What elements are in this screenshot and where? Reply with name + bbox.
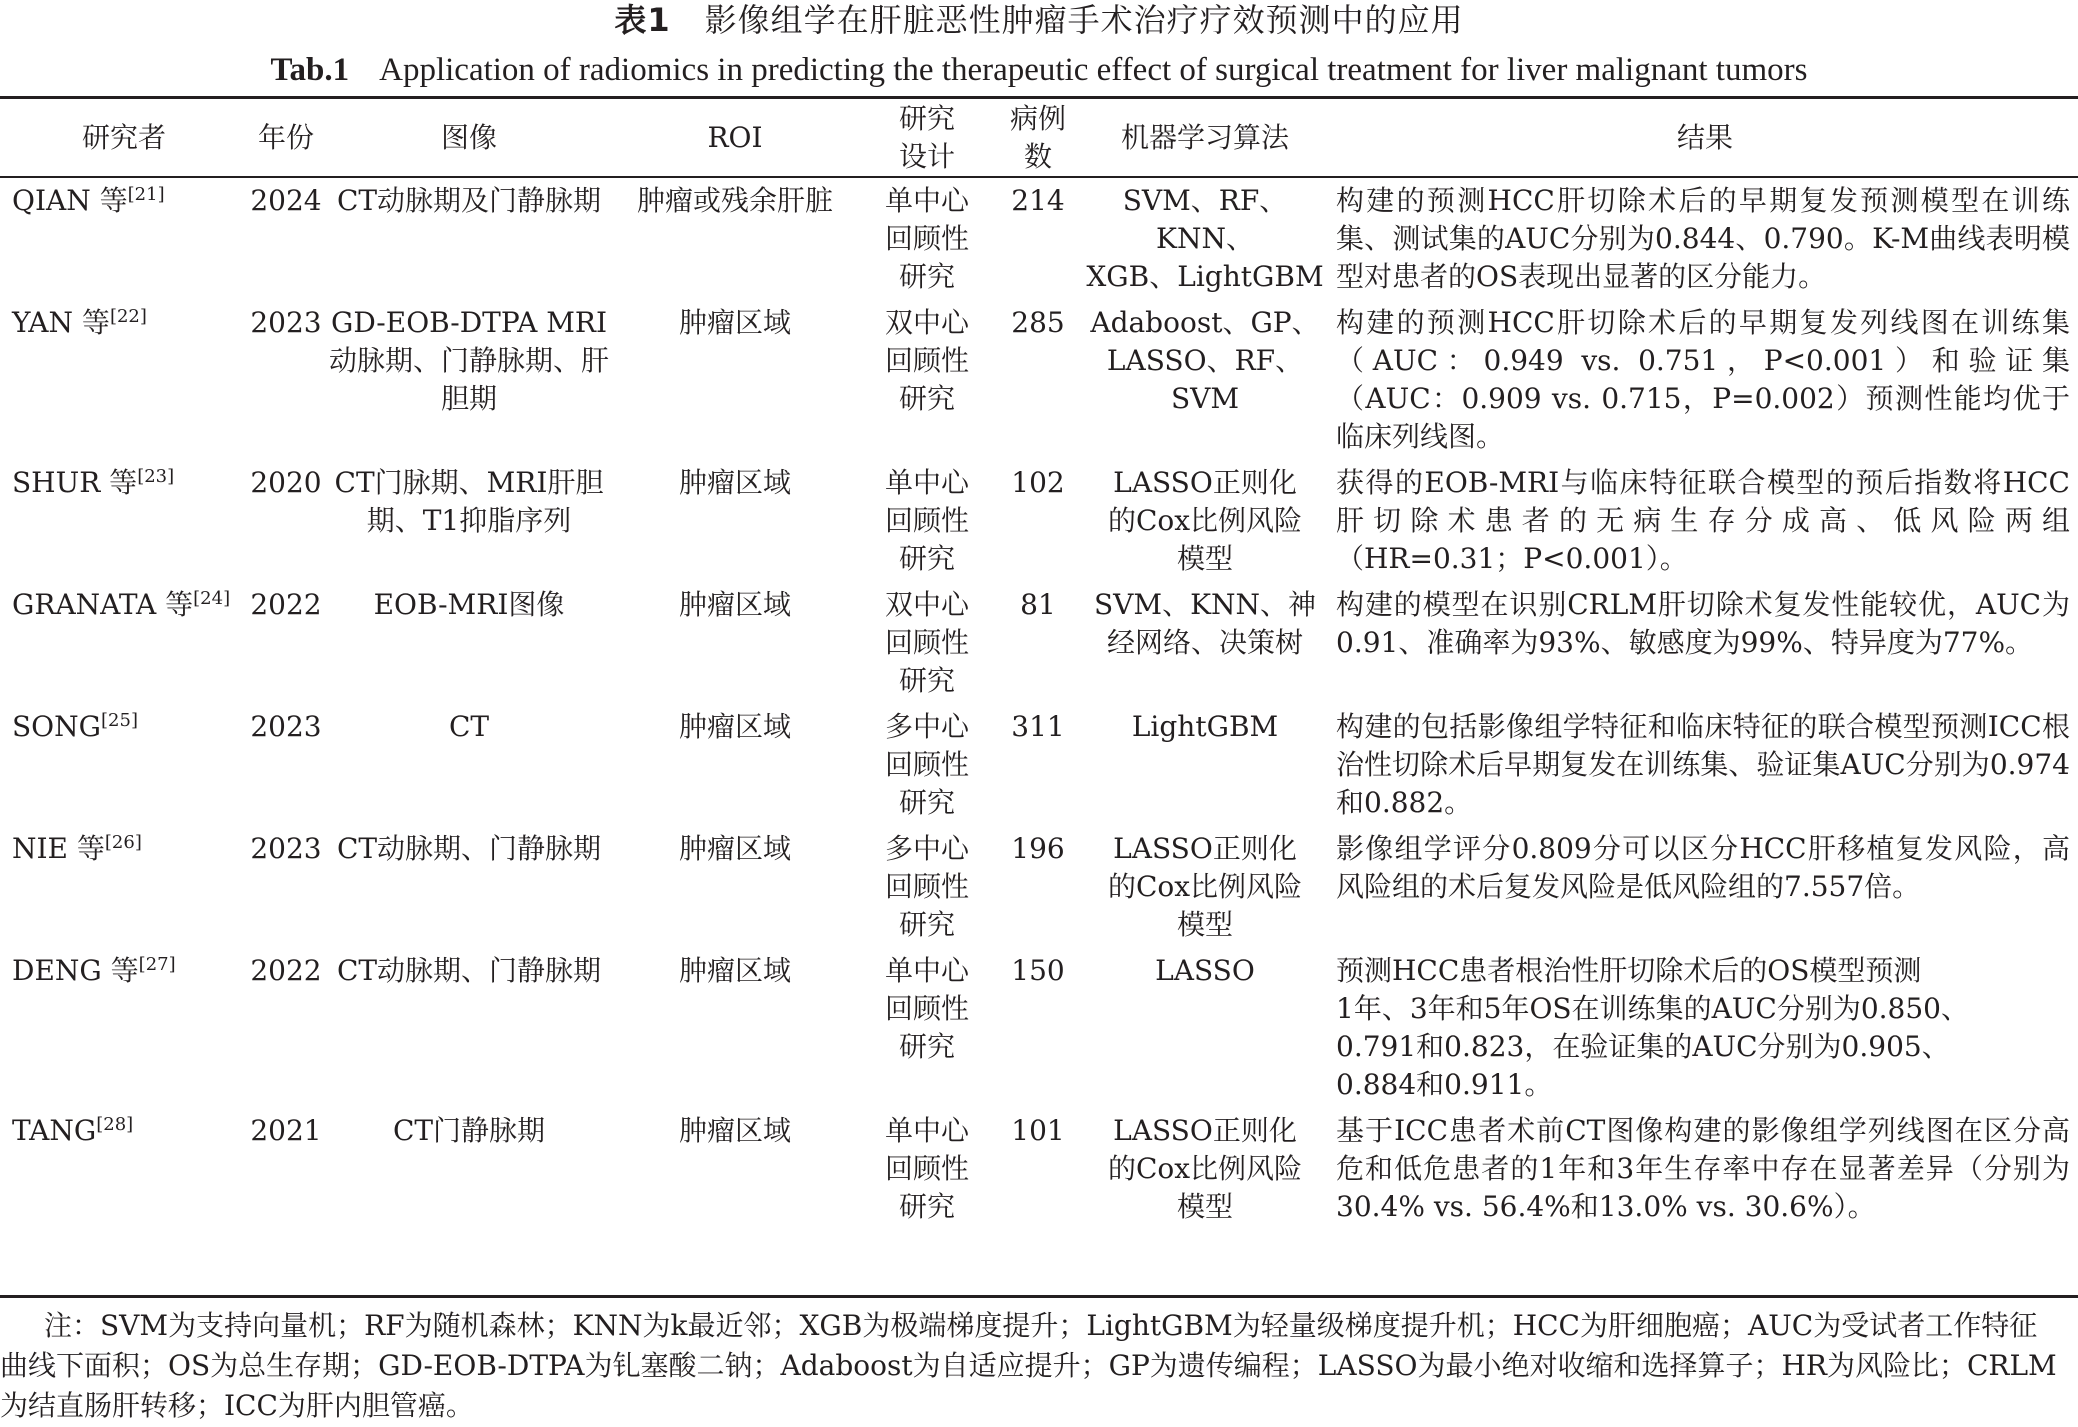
algorithm-cell: LASSO (1155, 954, 1255, 987)
reference: [25] (101, 710, 138, 731)
design-cell: 双中心 回顾性 研究 (884, 306, 969, 415)
year-cell: 2020 (250, 466, 322, 499)
header-result: 结果 (1676, 121, 1733, 154)
cases-cell: 311 (1011, 710, 1065, 743)
header-roi: ROI (707, 121, 763, 154)
image-cell: CT动脉期、门静脉期 (336, 954, 602, 987)
image-cell: EOB-MRI图像 (373, 588, 565, 621)
table-row (0, 944, 2078, 1104)
author-cell (0, 296, 248, 456)
year-cell: 2022 (250, 954, 322, 987)
header-year: 年份 (257, 121, 314, 154)
table-title-en: Application of radiomics in predicting the therapeutic effect of surgical treatment for liver malignant tumors (379, 52, 1808, 88)
algorithm-cell: LASSO正则化 的Cox比例风险 模型 (1107, 1114, 1303, 1223)
table-row (0, 456, 2078, 578)
roi-cell: 肿瘤区域 (678, 588, 791, 621)
table-row (0, 176, 2078, 296)
table-title-cn: 影像组学在肝脏恶性肿瘤手术治疗疗效预测中的应用 (704, 1, 1464, 39)
image-cell: CT门静脉期 (392, 1114, 546, 1147)
author-cell (0, 1104, 248, 1244)
design-cell: 单中心 回顾性 研究 (884, 954, 969, 1063)
design-cell: 单中心 回顾性 研究 (884, 466, 969, 575)
author-name: NIE 等 (12, 832, 105, 865)
header-algorithm: 机器学习算法 (1120, 121, 1289, 154)
design-cell: 多中心 回顾性 研究 (884, 832, 969, 941)
result-cell: 构建的模型在识别CRLM肝切除术复发性能较优，AUC为0.91、准确率为93%、敏感度为99%、特异度为77%。 (1336, 588, 2070, 659)
roi-cell: 肿瘤区域 (678, 832, 791, 865)
year-cell: 2023 (250, 832, 322, 865)
algorithm-cell: Adaboost、GP、 LASSO、RF、 SVM (1090, 306, 1320, 415)
design-cell: 单中心 回顾性 研究 (884, 184, 969, 293)
year-cell: 2022 (250, 588, 322, 621)
image-cell: GD-EOB-DTPA MRI 动脉期、门静脉期、肝 胆期 (328, 306, 609, 415)
author-name: GRANATA 等 (12, 588, 194, 621)
table-row (0, 578, 2078, 700)
cases-cell: 196 (1011, 832, 1065, 865)
cases-cell: 150 (1011, 954, 1065, 987)
result-cell: 基于ICC患者术前CT图像构建的影像组学列线图在区分高危和低危患者的1年和3年生存率中存在显著差异（分别为30.4% vs. 56.4%和13.0% vs. 30.6%）。 (1336, 1114, 2070, 1223)
result-cell: 获得的EOB-MRI与临床特征联合模型的预后指数将HCC肝切除术患者的无病生存分成高、低风险两组（HR=0.31；P<0.001）。 (1336, 466, 2070, 575)
roi-cell: 肿瘤区域 (678, 466, 791, 499)
result-cell: 预测HCC患者根治性肝切除术后的OS模型预测 1年、3年和5年OS在训练集的AUC分别为0.850、 0.791和0.823，在验证集的AUC分别为0.905、 0.884和0.911。 (1336, 954, 1969, 1101)
roi-cell: 肿瘤或残余肝脏 (636, 184, 833, 217)
table-row (0, 700, 2078, 822)
algorithm-cell: LightGBM (1131, 710, 1279, 743)
table-row (0, 296, 2078, 456)
result-cell: 构建的包括影像组学特征和临床特征的联合模型预测ICC根治性切除术后早期复发在训练集、验证集AUC分别为0.974和0.882。 (1336, 710, 2070, 819)
header-cases: 病例 数 (1009, 102, 1066, 173)
result-cell: 构建的预测HCC肝切除术后的早期复发列线图在训练集（AUC：0.949 vs. 0.751，P<0.001）和验证集（AUC：0.909 vs. 0.715，P=0.002）预测性能均优于临床列线图。 (1336, 306, 2070, 453)
author-name: SONG (12, 710, 102, 743)
year-cell: 2024 (250, 184, 322, 217)
table-number-en: Tab.1 (270, 52, 350, 88)
header-image: 图像 (440, 121, 497, 154)
author-cell (0, 578, 248, 700)
algorithm-cell: SVM、KNN、神 经网络、决策树 (1094, 588, 1316, 659)
table-caption-en (0, 48, 2078, 92)
image-cell: CT动脉期及门静脉期 (336, 184, 602, 217)
author-cell (0, 176, 248, 296)
author-cell (0, 700, 248, 822)
author-name: YAN 等 (12, 306, 110, 339)
image-cell: CT门脉期、MRI肝胆 期、T1抑脂序列 (334, 466, 604, 537)
reference: [22] (109, 306, 147, 327)
roi-cell: 肿瘤区域 (678, 710, 791, 743)
author-name: TANG (12, 1114, 97, 1147)
year-cell: 2021 (250, 1114, 322, 1147)
year-cell: 2023 (250, 710, 322, 743)
image-cell: CT (448, 710, 490, 743)
top-rule (0, 96, 2078, 99)
result-cell: 构建的预测HCC肝切除术后的早期复发预测模型在训练集、测试集的AUC分别为0.844、0.790。K-M曲线表明模型对患者的OS表现出显著的区分能力。 (1336, 184, 2070, 293)
design-cell: 双中心 回顾性 研究 (884, 588, 969, 697)
cases-cell: 102 (1011, 466, 1065, 499)
table-note: 注：SVM为支持向量机；RF为随机森林；KNN为k最近邻；XGB为极端梯度提升；LightGBM为轻量级梯度提升机；HCC为肝细胞癌；AUC为受试者工作特征曲线下面积；OS为总生存期；GD-EOB-DTPA为钆塞酸二钠；Adaboost为自适应提升；GP为遗传编程；LASSO为最小绝对收缩和选择算子；HR为风险比；CRLM为结直肠肝转移；ICC为肝内胆管癌。 (0, 1309, 2057, 1422)
roi-cell: 肿瘤区域 (678, 1114, 791, 1147)
header-row (0, 100, 2078, 176)
author-name: QIAN 等 (12, 184, 128, 217)
image-cell: CT动脉期、门静脉期 (336, 832, 602, 865)
author-cell (0, 822, 248, 944)
algorithm-cell: SVM、RF、KNN、 XGB、LightGBM (1086, 184, 1324, 293)
header-author: 研究者 (81, 121, 166, 154)
results-table (0, 100, 2078, 1244)
cases-cell: 101 (1011, 1114, 1065, 1147)
design-cell: 单中心 回顾性 研究 (884, 1114, 969, 1223)
result-cell: 影像组学评分0.809分可以区分HCC肝移植复发风险，高风险组的术后复发风险是低风险组的7.557倍。 (1336, 832, 2070, 903)
table-row (0, 1104, 2078, 1244)
roi-cell: 肿瘤区域 (678, 954, 791, 987)
reference: [28] (96, 1114, 134, 1135)
cases-cell: 214 (1011, 184, 1065, 217)
header-design: 研究 设计 (898, 102, 955, 173)
bottom-rule (0, 1295, 2078, 1298)
roi-cell: 肿瘤区域 (678, 306, 791, 339)
cases-cell: 81 (1020, 588, 1056, 621)
table-number-cn: 表1 (614, 1, 671, 39)
author-name: DENG 等 (12, 954, 139, 987)
reference: [23] (137, 466, 175, 487)
author-name: SHUR 等 (12, 466, 138, 499)
reference: [27] (138, 954, 176, 975)
algorithm-cell: LASSO正则化 的Cox比例风险 模型 (1107, 466, 1303, 575)
design-cell: 多中心 回顾性 研究 (884, 710, 969, 819)
reference: [24] (193, 588, 231, 609)
author-cell (0, 944, 248, 1104)
author-cell (0, 456, 248, 578)
table-row (0, 822, 2078, 944)
reference: [26] (104, 832, 142, 853)
table-caption-cn (0, 0, 2078, 40)
algorithm-cell: LASSO正则化 的Cox比例风险 模型 (1107, 832, 1303, 941)
reference: [21] (127, 184, 165, 205)
cases-cell: 285 (1011, 306, 1065, 339)
year-cell: 2023 (250, 306, 322, 339)
